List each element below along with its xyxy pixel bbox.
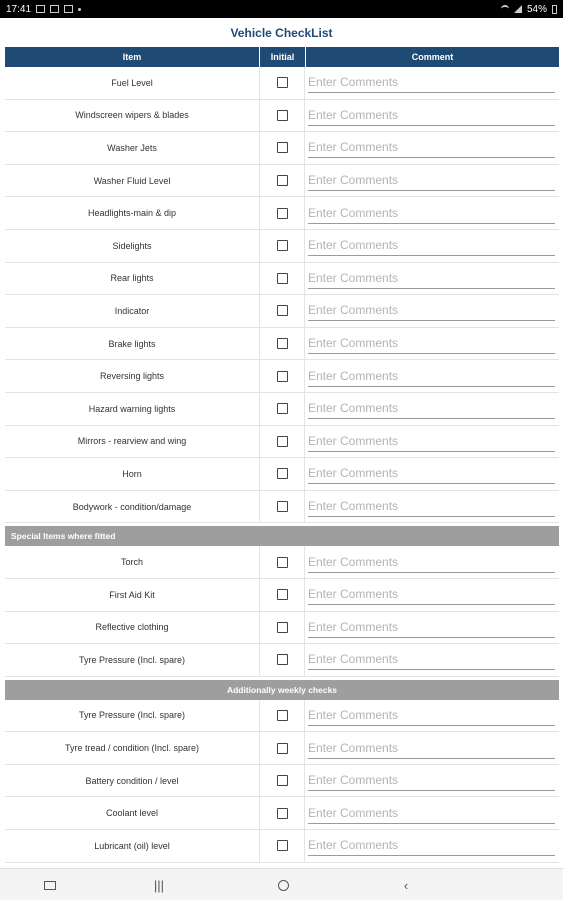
table-row xyxy=(5,263,559,296)
weekly-section-header: Additionally weekly checks xyxy=(5,680,559,700)
initial-cell xyxy=(260,700,305,732)
initial-checkbox[interactable] xyxy=(277,240,288,251)
item-label: Hazard warning lights xyxy=(5,393,260,425)
initial-checkbox[interactable] xyxy=(277,273,288,284)
initial-cell xyxy=(260,458,305,490)
header-comment: Comment xyxy=(411,52,454,62)
comment-cell xyxy=(305,360,559,392)
item-label: Brake lights xyxy=(5,328,260,360)
item-label: Washer Jets xyxy=(5,132,260,164)
item-label: Tyre Pressure (Incl. spare) xyxy=(5,700,260,732)
table-row xyxy=(5,644,559,677)
initial-cell xyxy=(260,830,305,862)
comment-cell xyxy=(305,458,559,490)
table-header xyxy=(5,47,559,67)
item-label: Tyre Pressure (Incl. spare) xyxy=(5,644,260,676)
checklist-table xyxy=(5,47,559,863)
table-row xyxy=(5,100,559,133)
initial-checkbox[interactable] xyxy=(277,468,288,479)
initial-checkbox[interactable] xyxy=(277,371,288,382)
item-label: Coolant level xyxy=(5,797,260,829)
comment-input[interactable] xyxy=(308,584,555,605)
table-row xyxy=(5,491,559,524)
table-row xyxy=(5,546,559,579)
comment-cell xyxy=(305,612,559,644)
initial-checkbox[interactable] xyxy=(277,436,288,447)
comment-cell xyxy=(305,797,559,829)
table-row xyxy=(5,830,559,863)
initial-cell xyxy=(260,644,305,676)
image-icon xyxy=(50,5,59,13)
signal-icon xyxy=(514,5,522,13)
initial-checkbox[interactable] xyxy=(277,338,288,349)
status-bar xyxy=(0,0,563,18)
comment-cell xyxy=(305,132,559,164)
comment-cell xyxy=(305,732,559,764)
gallery-icon xyxy=(36,5,45,13)
initial-checkbox[interactable] xyxy=(277,305,288,316)
item-label: Battery condition / level xyxy=(5,765,260,797)
special-items xyxy=(5,546,559,676)
item-label: Reflective clothing xyxy=(5,612,260,644)
table-row xyxy=(5,230,559,263)
comment-cell xyxy=(305,328,559,360)
comment-input[interactable] xyxy=(308,333,555,354)
item-label: Mirrors - rearview and wing xyxy=(5,426,260,458)
more-notifications-icon xyxy=(78,8,81,11)
initial-checkbox[interactable] xyxy=(277,589,288,600)
comment-cell xyxy=(305,165,559,197)
notification-icon xyxy=(64,5,73,13)
initial-checkbox[interactable] xyxy=(277,840,288,851)
back-icon[interactable]: ‹ xyxy=(403,877,409,893)
initial-cell xyxy=(260,132,305,164)
comment-input[interactable] xyxy=(308,496,555,517)
item-label: Bodywork - condition/damage xyxy=(5,491,260,523)
comment-cell xyxy=(305,830,559,862)
recent-apps-icon[interactable]: ||| xyxy=(153,877,165,893)
initial-cell xyxy=(260,230,305,262)
initial-checkbox[interactable] xyxy=(277,208,288,219)
weekly-items xyxy=(5,700,559,863)
navigation-bar xyxy=(0,868,563,900)
comment-cell xyxy=(305,426,559,458)
initial-cell xyxy=(260,100,305,132)
initial-checkbox[interactable] xyxy=(277,654,288,665)
comment-input[interactable] xyxy=(308,770,555,791)
comment-input[interactable] xyxy=(308,705,555,726)
item-label: Windscreen wipers & blades xyxy=(5,100,260,132)
comment-cell xyxy=(305,393,559,425)
comment-input[interactable] xyxy=(308,738,555,759)
item-label: Torch xyxy=(5,546,260,578)
item-label: Horn xyxy=(5,458,260,490)
initial-cell xyxy=(260,393,305,425)
comment-cell xyxy=(305,263,559,295)
initial-cell xyxy=(260,732,305,764)
initial-checkbox[interactable] xyxy=(277,710,288,721)
comment-input[interactable] xyxy=(308,552,555,573)
initial-cell xyxy=(260,612,305,644)
table-row xyxy=(5,360,559,393)
table-row xyxy=(5,612,559,645)
comment-input[interactable] xyxy=(308,137,555,158)
wifi-icon xyxy=(501,5,509,13)
comment-input[interactable] xyxy=(308,203,555,224)
initial-cell xyxy=(260,765,305,797)
item-label: Lubricant (oil) level xyxy=(5,830,260,862)
comment-cell xyxy=(305,644,559,676)
comment-input[interactable] xyxy=(308,72,555,93)
status-right xyxy=(501,4,557,15)
comment-input[interactable] xyxy=(308,463,555,484)
comment-cell xyxy=(305,295,559,327)
initial-cell xyxy=(260,546,305,578)
initial-cell xyxy=(260,579,305,611)
status-time: 17:41 xyxy=(6,3,32,15)
initial-cell xyxy=(260,426,305,458)
initial-cell xyxy=(260,797,305,829)
item-label: First Aid Kit xyxy=(5,579,260,611)
table-row xyxy=(5,197,559,230)
comment-cell xyxy=(305,579,559,611)
initial-checkbox[interactable] xyxy=(277,501,288,512)
initial-cell xyxy=(260,491,305,523)
keyboard-icon[interactable] xyxy=(42,877,58,893)
comment-input[interactable] xyxy=(308,170,555,191)
comment-cell xyxy=(305,197,559,229)
initial-checkbox[interactable] xyxy=(277,622,288,633)
comment-input[interactable] xyxy=(308,649,555,670)
comment-cell xyxy=(305,700,559,732)
page-title: Vehicle CheckList xyxy=(230,26,333,40)
initial-checkbox[interactable] xyxy=(277,77,288,88)
comment-input[interactable] xyxy=(308,398,555,419)
header-initial: Initial xyxy=(260,47,306,67)
item-label: Headlights-main & dip xyxy=(5,197,260,229)
comment-cell xyxy=(305,230,559,262)
initial-checkbox[interactable] xyxy=(277,175,288,186)
home-icon[interactable] xyxy=(275,877,291,893)
initial-checkbox[interactable] xyxy=(277,808,288,819)
table-row xyxy=(5,458,559,491)
initial-checkbox[interactable] xyxy=(277,557,288,568)
comment-cell xyxy=(305,67,559,99)
item-label: Indicator xyxy=(5,295,260,327)
comment-input[interactable] xyxy=(308,235,555,256)
initial-checkbox[interactable] xyxy=(277,403,288,414)
table-row xyxy=(5,132,559,165)
comment-input[interactable] xyxy=(308,431,555,452)
comment-input[interactable] xyxy=(308,617,555,638)
initial-cell xyxy=(260,197,305,229)
item-label: Reversing lights xyxy=(5,360,260,392)
initial-cell xyxy=(260,360,305,392)
table-row xyxy=(5,67,559,100)
initial-cell xyxy=(260,67,305,99)
initial-checkbox[interactable] xyxy=(277,110,288,121)
initial-cell xyxy=(260,295,305,327)
table-row xyxy=(5,426,559,459)
comment-input[interactable] xyxy=(308,803,555,824)
status-left xyxy=(6,4,81,15)
item-label: Fuel Level xyxy=(5,67,260,99)
comment-cell xyxy=(305,765,559,797)
table-row xyxy=(5,765,559,798)
item-label: Rear lights xyxy=(5,263,260,295)
initial-checkbox[interactable] xyxy=(277,775,288,786)
comment-cell xyxy=(305,491,559,523)
special-section-header: Special Items where fitted xyxy=(5,526,559,546)
item-label: Washer Fluid Level xyxy=(5,165,260,197)
comment-cell xyxy=(305,100,559,132)
comment-cell xyxy=(305,546,559,578)
table-row xyxy=(5,295,559,328)
battery-icon xyxy=(552,5,557,14)
table-row xyxy=(5,732,559,765)
comment-input[interactable] xyxy=(308,105,555,126)
table-row xyxy=(5,165,559,198)
table-row xyxy=(5,393,559,426)
comment-input[interactable] xyxy=(308,366,555,387)
header-item: Item xyxy=(5,47,260,67)
table-row xyxy=(5,797,559,830)
battery-percent: 54% xyxy=(526,3,547,15)
comment-input[interactable] xyxy=(308,268,555,289)
comment-input[interactable] xyxy=(308,300,555,321)
table-row xyxy=(5,579,559,612)
item-label: Tyre tread / condition (Incl. spare) xyxy=(5,732,260,764)
initial-checkbox[interactable] xyxy=(277,142,288,153)
initial-checkbox[interactable] xyxy=(277,743,288,754)
item-label: Sidelights xyxy=(5,230,260,262)
main-items xyxy=(5,67,559,523)
initial-cell xyxy=(260,165,305,197)
comment-input[interactable] xyxy=(308,835,555,856)
table-row xyxy=(5,700,559,733)
initial-cell xyxy=(260,263,305,295)
table-row xyxy=(5,328,559,361)
initial-cell xyxy=(260,328,305,360)
